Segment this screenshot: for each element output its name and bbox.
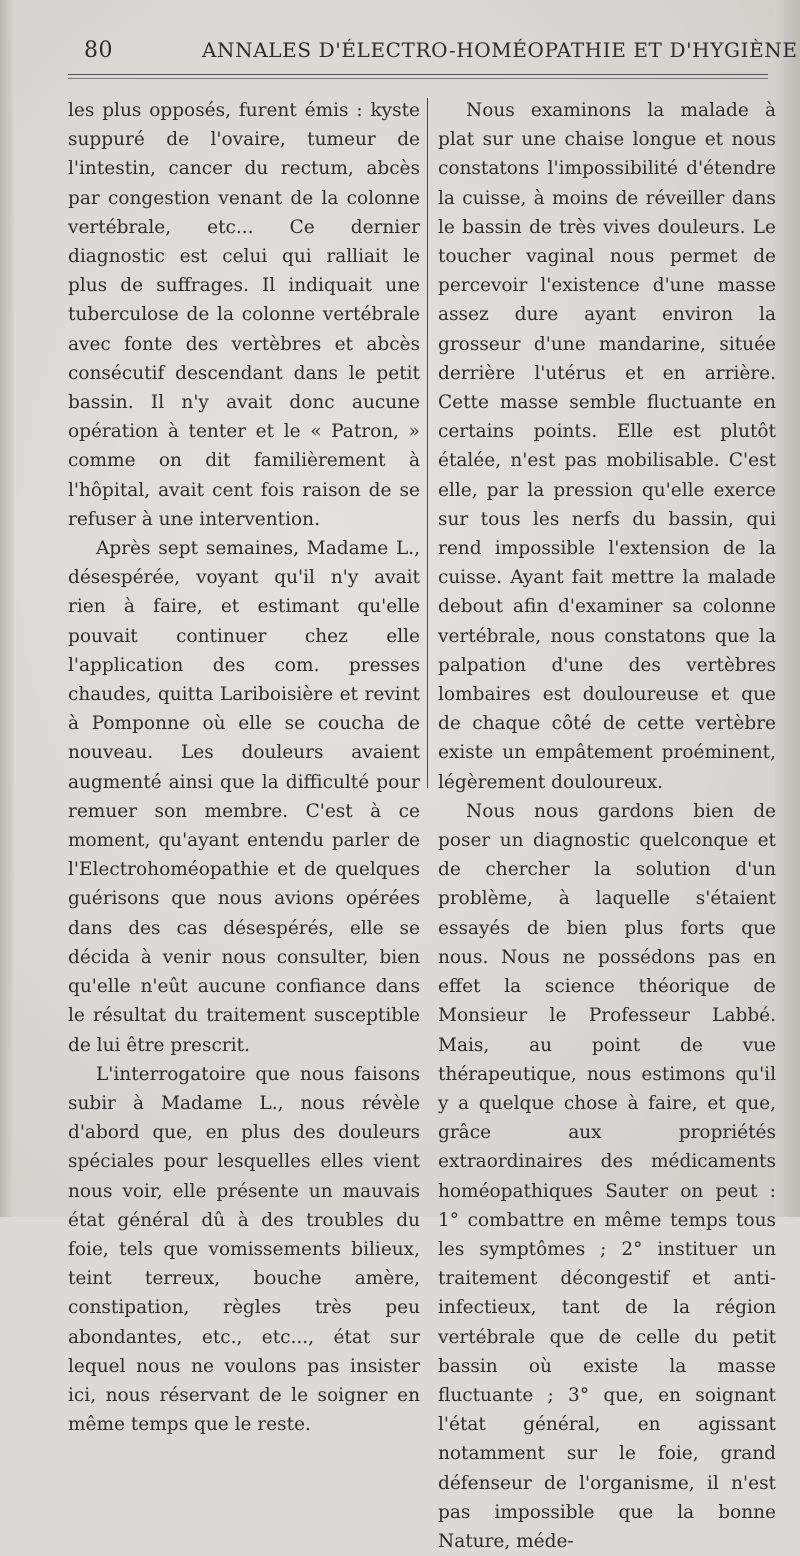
paragraph: Après sept semaines, Madame L., désespérée, voyant qu'il n'y avait rien à faire, et estimant qu'elle pouvait continuer chez elle l'application des com. presses chaudes, quitta Lariboisière et revint à Pomponne où elle se coucha de nouveau. Les douleurs avaient augmenté ainsi que la difficulté pour remuer son membre. C'est à ce moment, qu'ayant entendu parler de l'Electrohoméopathie et de quelques guérisons que nous avions opérées dans des cas désespérés, elle se décida à venir nous consulter, bien qu'elle n'eût aucune confiance dans le résultat du traitement susceptible de lui être prescrit. [68, 538, 420, 1056]
page-number: 80 [84, 38, 113, 63]
running-title: ANNALES D'ÉLECTRO-HOMÉOPATHIE ET D'HYGIÈNE [202, 38, 798, 62]
paragraph: les plus opposés, furent émis : kyste suppuré de l'ovaire, tumeur de l'intestin, cancer du rectum, abcès par congestion venant de la colonne vertébrale, etc... Ce dernier diagnostic est celui qui ralliait le plus de suffrages. Il indiquait une tuberculose de la colonne vertébrale avec fonte des vertèbres et abcès consécutif descendant dans le petit bassin. Il n'y avait donc aucune opération à tenter et le « Patron, » comme on dit familièrement à l'hôpital, avait cent fois raison de se refuser à une intervention. [68, 100, 420, 530]
page-left-edge [0, 0, 14, 1217]
paragraph: L'interrogatoire que nous faisons subir à Madame L., nous révèle d'abord que, en plus des douleurs spéciales pour lesquelles elles vient nous voir, elle présente un mauvais état général dû à des troubles du foie, tels que vomissements bilieux, teint terreux, bouche amère, constipation, règles très peu abondantes, etc., etc..., état sur lequel nous ne voulons pas insister ici, nous réservant de le soigner en même temps que le reste. [68, 1063, 420, 1436]
left-column [68, 96, 420, 1439]
header-rule [68, 74, 768, 75]
header-rule-secondary [68, 78, 768, 79]
column-divider [427, 98, 428, 788]
paragraph: Nous examinons la malade à plat sur une chaise longue et nous constatons l'impossibilité d'étendre la cuisse, à moins de réveiller dans le bassin de très vives douleurs. Le toucher vaginal nous permet de percevoir l'existence d'une masse assez dure ayant environ la grosseur d'une mandarine, située derrière l'utérus et en arrière. Cette masse semble fluctuante en certains points. Elle est plutôt étalée, n'est pas mobilisable. C'est elle, par la pression qu'elle exerce sur tous les nerfs du bassin, qui rend impossible l'extension de la cuisse. Ayant fait mettre la malade debout afin d'examiner sa colonne vertébrale, nous constatons que la palpation d'une des vertèbres lombaires est douloureuse et que de chaque côté de cette vertèbre existe un empâtement proéminent, légèrement douloureux. [438, 100, 776, 793]
running-header [84, 38, 798, 68]
right-column [438, 96, 776, 1556]
paragraph: Nous nous gardons bien de poser un diagnostic quelconque et de chercher la solution d'un problème, à laquelle s'étaient essayés de bien plus forts que nous. Nous ne possédons pas en effet la science théorique de Monsieur le Professeur Labbé. Mais, au point de vue thérapeutique, nous estimons qu'il y a quelque chose à faire, et que, grâce aux propriétés extraordinaires des médicaments homéopathiques Sauter on peut : 1° combattre en même temps tous les symptômes ; 2° instituer un traitement décongestif et anti-infectieux, tant de la région vertébrale que de celle du petit bassin où existe la masse fluctuante ; 3° que, en soignant l'état général, en agissant notamment sur le foie, grand défenseur de l'organisme, il n'est pas impossible que la bonne Nature, méde- [438, 800, 776, 1552]
page-right-edge [774, 0, 800, 1217]
